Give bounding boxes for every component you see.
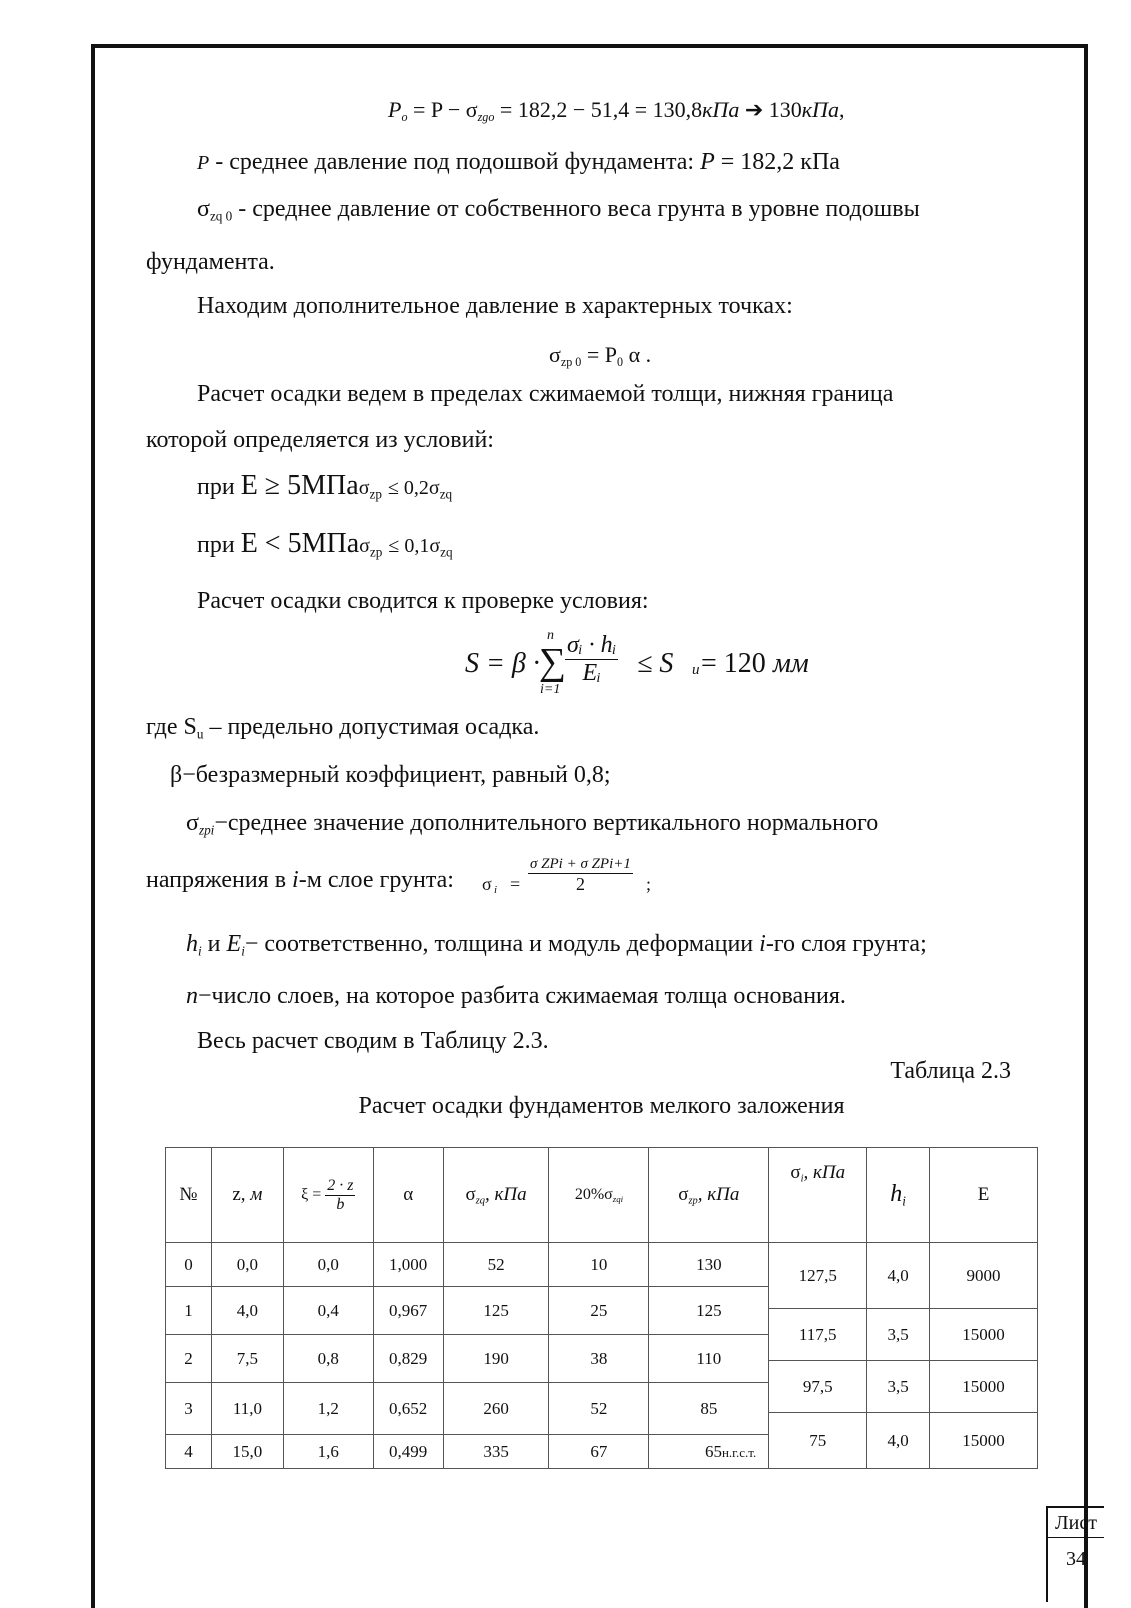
p0-sigma-subscript: zgo [477, 110, 495, 125]
cell-h: 3,5 [867, 1361, 930, 1413]
col-szp-unit: , кПа [697, 1183, 740, 1205]
hi-sub: i [198, 943, 202, 959]
cell-xi: 1,6 [283, 1435, 373, 1469]
arrow-icon: ➔ [744, 97, 764, 122]
cell-szq: 335 [443, 1435, 549, 1469]
szp0-subscript: zp 0 [560, 355, 582, 370]
calc-limit-line-2: которой определяется из условий: [146, 427, 494, 453]
cell-alpha: 0,967 [373, 1287, 443, 1335]
cell-szp: 130 [649, 1243, 769, 1287]
cell-no: 4 [166, 1435, 212, 1469]
table-row [166, 1243, 1038, 1265]
hi-var: h [186, 931, 198, 957]
cell-xi: 0,4 [283, 1287, 373, 1335]
sum-upper: n [547, 628, 554, 643]
sheet-number: 34 [1066, 1548, 1086, 1570]
stress-a: напряжения в [146, 867, 293, 893]
col-si-sym: σ [790, 1162, 801, 1183]
p0-rounded: 130 [768, 97, 802, 122]
cell-szp-note: н.г.с.т. [721, 1444, 757, 1460]
szp0-rhs: = P [586, 342, 618, 367]
col-xi [283, 1148, 373, 1243]
col-h [867, 1148, 930, 1243]
table-header-row [166, 1148, 1038, 1243]
cell-z: 7,5 [211, 1335, 283, 1383]
hi-def-i: i [759, 931, 766, 957]
col-szq-sub: zq [475, 1195, 486, 1207]
settle-numerator: σᵢ · hᵢ [567, 632, 617, 658]
stress-line [146, 866, 454, 894]
szp0-tail: α . [628, 342, 652, 367]
col-xi-lhs: ξ = [301, 1185, 322, 1203]
p-def-text: - среднее давление под подошвой фундамента: [209, 149, 701, 175]
cell-p20: 67 [549, 1435, 649, 1469]
table-label: Таблица 2.3 [890, 1058, 1011, 1084]
cond1-rel-sub: zq [439, 486, 453, 502]
col-szp-sym: σ [678, 1183, 689, 1205]
szq0-subscript: zq 0 [209, 208, 233, 224]
cell-si: 75 [769, 1413, 867, 1469]
hi-definition [186, 930, 927, 966]
szpi-sigma: σ [186, 810, 199, 836]
cell-z: 11,0 [211, 1383, 283, 1435]
cell-h: 4,0 [867, 1243, 930, 1309]
col-szq [443, 1148, 549, 1243]
p-definition [197, 148, 840, 177]
cell-szq: 260 [443, 1383, 549, 1435]
cond1-relation: ≤ 0,2σ [387, 477, 440, 499]
cell-h: 4,0 [867, 1413, 930, 1469]
table-title: Расчет осадки фундаментов мелкого заложения [358, 1093, 845, 1119]
col-p20 [549, 1148, 649, 1243]
formula-p0 [388, 96, 844, 131]
sum-lower: i=1 [540, 682, 561, 697]
n-def-text: −число слоев, на которое разбита сжимаемая толща основания. [198, 983, 846, 1009]
cond2-expr: E < 5МПа [240, 528, 360, 559]
szpi-def-text: −среднее значение дополнительного вертикального нормального [214, 810, 879, 836]
col-p20-label: 20%σ [574, 1185, 613, 1203]
cell-no: 0 [166, 1243, 212, 1287]
stress-i: i [292, 867, 299, 893]
cell-szp: 110 [649, 1335, 769, 1383]
condition-1 [197, 472, 452, 509]
cell-xi: 1,2 [283, 1383, 373, 1435]
p0-unit-2: кПа [801, 97, 839, 122]
cell-e: 15000 [930, 1361, 1038, 1413]
col-p20-sub: zqi [612, 1194, 624, 1205]
p0-symbol: P [388, 97, 402, 122]
col-si [769, 1148, 867, 1243]
sigma-i-numerator: σ ZPi + σ ZPi+1 [530, 856, 631, 872]
hi-def-a: − соответственно, толщина и модуль деформации [244, 931, 760, 957]
where-su-sub: u [196, 726, 204, 742]
p0-equation: = P − σ [413, 97, 478, 122]
sigma-symbol: σ [197, 196, 210, 222]
szq0-definition [197, 195, 920, 231]
col-xi-num: 2 · z [327, 1176, 354, 1194]
cell-e: 15000 [930, 1413, 1038, 1469]
p-var: P [197, 152, 210, 174]
where-su [146, 713, 539, 749]
col-szp-sub: zp [688, 1195, 698, 1207]
settle-value: = 120 [701, 648, 766, 679]
n-var: n [186, 983, 198, 1009]
hi-def-b: -го слоя грунта; [765, 931, 927, 957]
where-su-a: где S [146, 714, 197, 740]
cell-szq: 190 [443, 1335, 549, 1383]
cond1-sigma: σ [358, 477, 370, 499]
sigma-i-sym: σ [482, 874, 492, 894]
p-eq-var: P [700, 149, 715, 175]
sheet-stamp [1046, 1506, 1104, 1602]
hi-and: и [201, 931, 227, 957]
col-z-unit: м [250, 1184, 263, 1205]
sigma-i-sub: i [494, 884, 498, 896]
cond1-prefix: при [197, 474, 235, 500]
cell-p20: 38 [549, 1335, 649, 1383]
szq0-definition-cont: фундамента. [146, 249, 275, 275]
cell-alpha: 1,000 [373, 1243, 443, 1287]
sigma-i-fraction [528, 856, 633, 895]
p0-unit-1: кПа [702, 97, 740, 122]
col-si-sub: i [800, 1173, 804, 1185]
cell-szp: 85 [649, 1383, 769, 1435]
settle-unit: мм [773, 648, 809, 679]
cell-p20: 52 [549, 1383, 649, 1435]
ei-var: E [226, 931, 242, 957]
find-additional-text: Находим дополнительное давление в характерных точках: [197, 293, 793, 319]
condition-2 [197, 530, 453, 567]
col-z-label: z, [232, 1184, 251, 1205]
beta-definition: β−безразмерный коэффициент, равный 0,8; [170, 762, 611, 788]
cell-p20: 10 [549, 1243, 649, 1287]
p0-values: = 182,2 − 51,4 = 130,8 [499, 97, 703, 122]
sheet-label: Лист [1048, 1512, 1104, 1538]
col-h-sub: i [902, 1193, 906, 1209]
col-alpha: α [373, 1148, 443, 1243]
cell-no: 3 [166, 1383, 212, 1435]
cell-xi: 0,0 [283, 1243, 373, 1287]
col-h-sym: h [890, 1180, 903, 1207]
p0-subscript: o [401, 110, 408, 125]
col-e: E [930, 1148, 1038, 1243]
cell-z: 4,0 [211, 1287, 283, 1335]
settle-fraction [565, 632, 618, 687]
cell-no: 2 [166, 1335, 212, 1383]
sigma-i-denominator: 2 [575, 874, 585, 894]
settle-lhs: S = β · [465, 648, 540, 679]
cell-szp: 125 [649, 1287, 769, 1335]
cell-szp-value: 65 [704, 1441, 722, 1461]
settle-rhs: ≤ S [637, 648, 674, 679]
calc-reduces-text: Расчет осадки сводится к проверке условия: [197, 588, 649, 614]
cell-si: 117,5 [769, 1309, 867, 1361]
cell-no: 1 [166, 1287, 212, 1335]
cell-e: 9000 [930, 1243, 1038, 1309]
cell-szq: 52 [443, 1243, 549, 1287]
cond2-prefix: при [197, 532, 235, 558]
cond1-expr: E ≥ 5МПа [240, 470, 359, 501]
settlement-table [165, 1147, 1038, 1469]
cell-si: 97,5 [769, 1361, 867, 1413]
cell-szp [649, 1435, 769, 1469]
n-definition [186, 982, 846, 1010]
col-z [211, 1148, 283, 1243]
col-no: № [166, 1148, 212, 1243]
sigma-i-tail: ; [646, 874, 652, 894]
cond2-rel-sub: zq [440, 544, 453, 560]
col-szq-sym: σ [465, 1183, 476, 1205]
cell-z: 15,0 [211, 1435, 283, 1469]
szp0-rhs-subscript: 0 [617, 355, 624, 370]
col-si-unit: , кПа [803, 1162, 846, 1183]
cell-alpha: 0,652 [373, 1383, 443, 1435]
cond2-relation: ≤ 0,1σ [388, 535, 441, 557]
cell-xi: 0,8 [283, 1335, 373, 1383]
cell-alpha: 0,829 [373, 1335, 443, 1383]
where-su-b: – предельно допустимая осадка. [203, 714, 540, 740]
sum-icon: ∑ [539, 641, 567, 683]
cell-h: 3,5 [867, 1309, 930, 1361]
settle-denominator: Eᵢ [582, 660, 601, 686]
cond2-sigma-sub: zp [369, 544, 383, 560]
szpi-definition [186, 809, 878, 845]
cell-e: 15000 [930, 1309, 1038, 1361]
summary-text: Весь расчет сводим в Таблицу 2.3. [197, 1028, 549, 1054]
cell-alpha: 0,499 [373, 1435, 443, 1469]
cell-p20: 25 [549, 1287, 649, 1335]
cell-si: 127,5 [769, 1243, 867, 1309]
cell-z: 0,0 [211, 1243, 283, 1287]
p0-tail: , [838, 97, 845, 122]
p-eq-value: = 182,2 кПа [714, 149, 840, 175]
col-xi-fraction [325, 1177, 355, 1214]
szq0-def-text: - среднее давление от собственного веса грунта в уровне подошвы [232, 196, 920, 222]
cond2-sigma: σ [359, 535, 370, 557]
settle-rhs-sub: u [692, 662, 700, 678]
szpi-subscript: zpi [198, 822, 215, 838]
stress-b: -м слое грунта: [298, 867, 454, 893]
col-szq-unit: , кПа [485, 1183, 527, 1205]
col-xi-den: b [336, 1195, 345, 1213]
szp0-sigma: σ [549, 342, 561, 367]
calc-limit-line-1: Расчет осадки ведем в пределах сжимаемой толщи, нижняя граница [197, 381, 894, 407]
cell-szq: 125 [443, 1287, 549, 1335]
ei-sub: i [241, 943, 245, 959]
cond1-sigma-sub: zp [369, 486, 382, 502]
col-szp [649, 1148, 769, 1243]
formula-szp0 [549, 341, 651, 376]
